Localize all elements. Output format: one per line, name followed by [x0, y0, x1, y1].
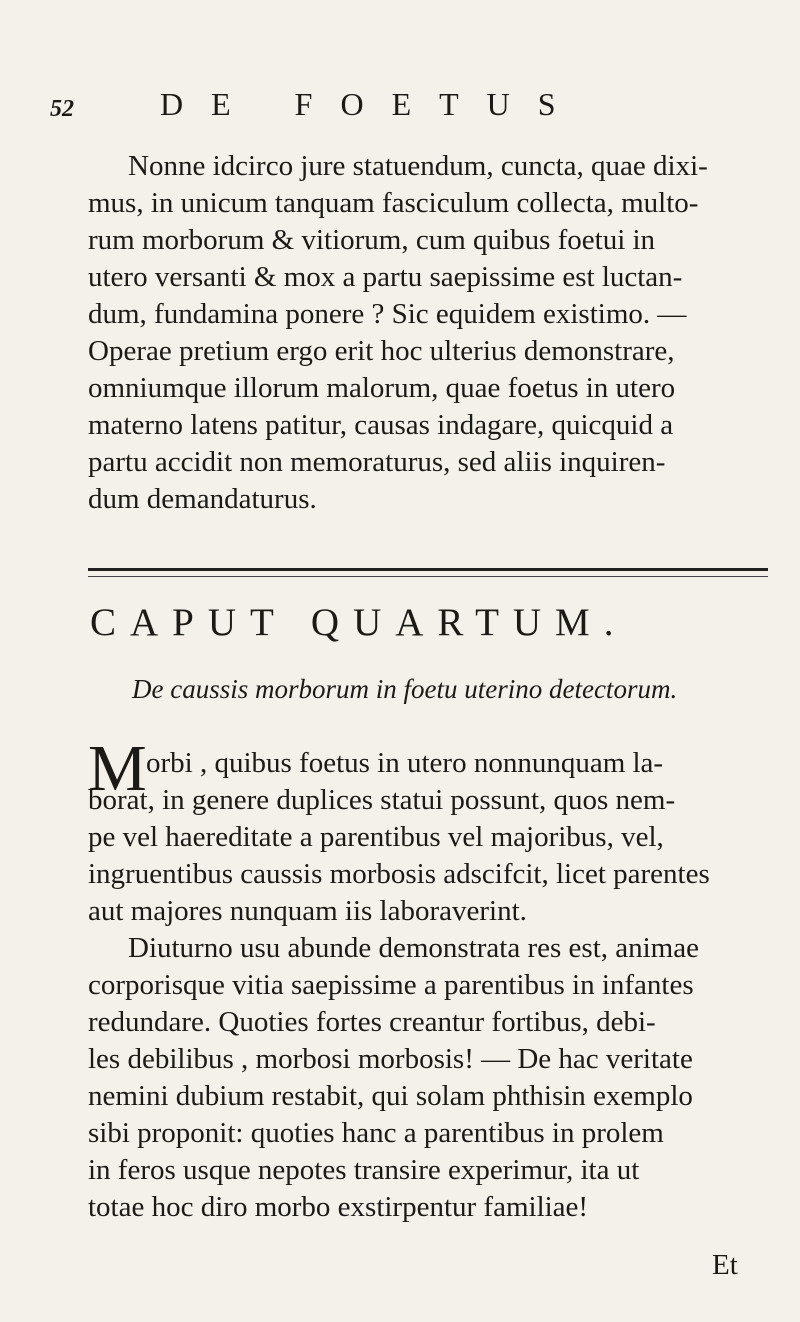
text-line: corporisque vitia saepissime a parentibus in infantes	[88, 969, 694, 1001]
text-line: aut majores nunquam iis laboraverint.	[88, 895, 527, 927]
text-line: orbi , quibus foetus in utero nonnunquam la-	[146, 747, 664, 779]
text-line: dum, fundamina ponere ? Sic equidem existimo. —	[88, 298, 687, 330]
text-line: in feros usque nepotes transire experimur, ita ut	[88, 1154, 640, 1186]
chapter-title: CAPUT QUARTUM.	[90, 601, 628, 644]
paragraph-2	[88, 745, 768, 1226]
paragraph-1	[88, 148, 768, 518]
text-line: mus, in unicum tanquam fasciculum collecta, multo-	[88, 187, 699, 219]
text-line: ingruentibus caussis morbosis adscifcit, licet parentes	[88, 858, 710, 890]
text-line: redundare. Quoties fortes creantur fortibus, debi-	[88, 1006, 656, 1038]
text-line: Nonne idcirco jure statuendum, cuncta, quae dixi-	[128, 150, 708, 182]
text-line: dum demandaturus.	[88, 483, 317, 515]
text-line: rum morborum & vitiorum, cum quibus foetui in	[88, 224, 656, 256]
running-head: DE FOETUS	[160, 86, 584, 122]
text-line: Operae pretium ergo erit hoc ulterius demonstrare,	[88, 335, 675, 367]
section-divider	[88, 568, 768, 577]
text-line: les debilibus , morbosi morbosis! — De hac veritate	[88, 1043, 693, 1075]
catchword: Et	[712, 1249, 738, 1281]
page-number: 52	[50, 96, 74, 122]
text-line: materno latens patitur, causas indagare, quicquid a	[88, 409, 674, 441]
text-line: omniumque illorum malorum, quae foetus in utero	[88, 372, 676, 404]
text-line: Diuturno usu abunde demonstrata res est, animae	[128, 932, 699, 964]
text-line: partu accidit non memoraturus, sed aliis inquiren-	[88, 446, 666, 478]
text-line: sibi proponit: quoties hanc a parentibus in prolem	[88, 1117, 664, 1149]
text-line: borat, in genere duplices statui possunt, quos nem-	[88, 784, 676, 816]
text-line: totae hoc diro morbo exstirpentur familiae!	[88, 1191, 589, 1223]
chapter-subtitle: De caussis morborum in foetu uterino detectorum.	[132, 674, 678, 704]
drop-cap: M	[88, 732, 147, 805]
text-line: utero versanti & mox a partu saepissime est luctan-	[88, 261, 683, 293]
text-line: nemini dubium restabit, qui solam phthisin exemplo	[88, 1080, 693, 1112]
page-header	[50, 86, 770, 126]
text-line: pe vel haereditate a parentibus vel majoribus, vel,	[88, 821, 664, 853]
